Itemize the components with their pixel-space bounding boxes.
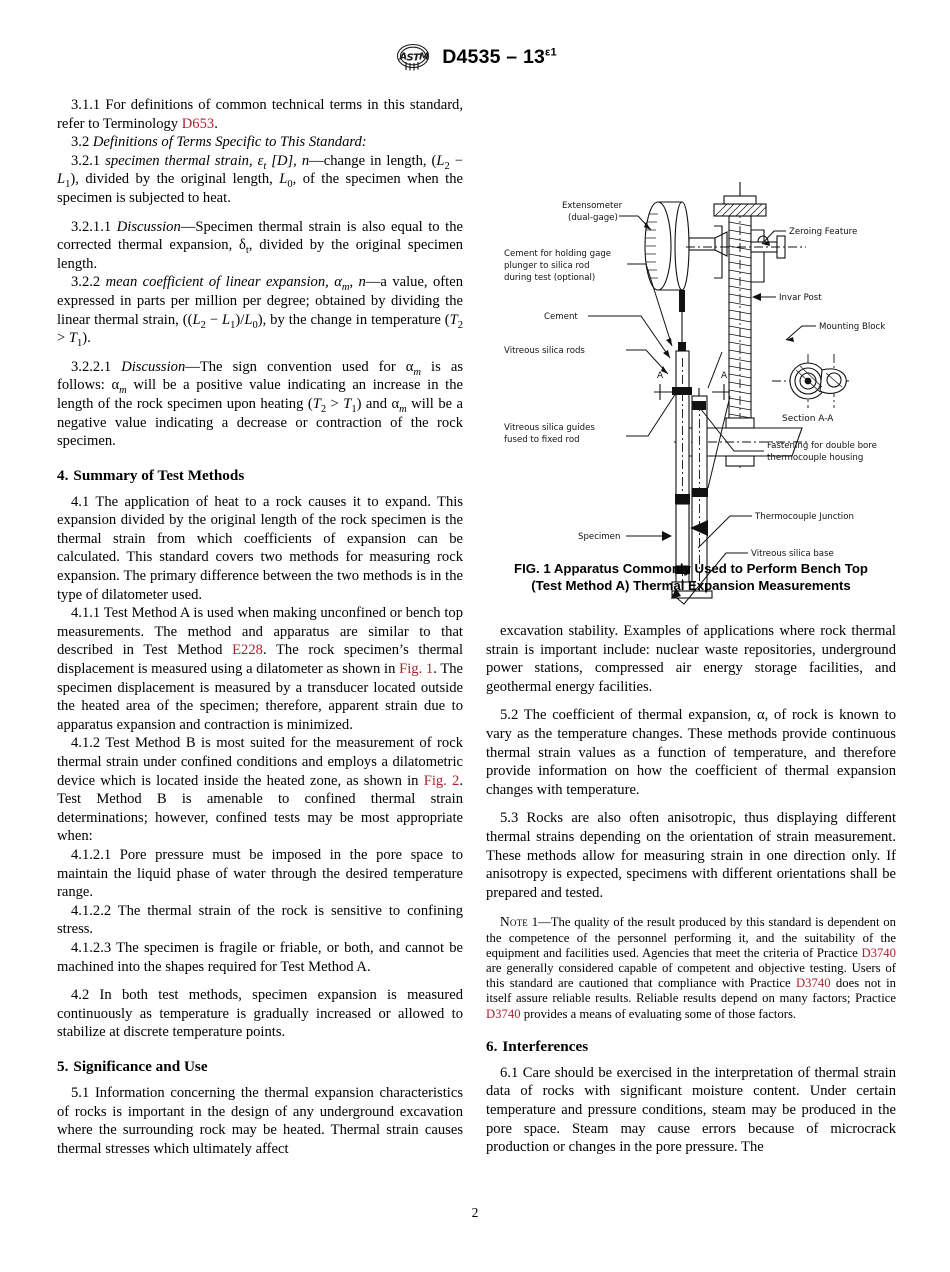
link-d3740-2: D3740 — [796, 976, 831, 991]
link-fig-2: Fig. 2 — [423, 772, 460, 789]
paragraph-4-1-2-2: 4.1.2.2 The thermal strain of the rock is sensitive to confining stress. — [57, 902, 463, 938]
standard-designation: $D4535 - 13^{\varepsilon 1}$ — [442, 45, 557, 68]
label-specimen: Specimen — [578, 532, 621, 542]
paragraph-5-1: 5.1 Information concerning the thermal expansion characteristics of rocks is important in the design of any underground excavation where the surrounding rock may be heated. Thermal strain causes thermal stresses which ultimately affect — [57, 1084, 463, 1157]
paragraph-4-1-2-1: 4.1.2.1 Pore pressure must be imposed in the pore space to maintain the liquid phase of water through the desired temperature range. — [57, 846, 463, 901]
left-text-column — [57, 96, 463, 1158]
gage-plunger — [678, 290, 686, 351]
label-fastening-line1: Fastening for double bore — [767, 441, 877, 451]
paragraph-3-2-1-1: 3.2.1.1 Discussion—Specimen thermal strain is also equal to the corrected thermal expansion, $\delta_t$, divided by the original specimen length. — [57, 218, 464, 272]
label-silica-guides — [504, 393, 676, 445]
label-silica-rods: Vitreous silica rods — [504, 346, 585, 356]
paragraph-3-2-2: 3.2.2 mean coefficient of linear expansion, $\alpha_m$, n—a value, often expressed in parts per million per degree; obtained by dividing the linear thermal strain, $((L_2 - L_1)/L_0)$, by the change in temperature $(T_2 > T_1)$. — [57, 274, 464, 350]
label-section-aa: Section A-A — [782, 414, 834, 424]
paragraph-6-1: 6.1 Care should be exercised in the interpretation of thermal strain data of rocks with significant moisture content. Under certain temperature and pressure conditions, steam may be produced in the pore space. Steam may cause errors because of microcrack production or changes in the pore pressure. The — [486, 1064, 896, 1156]
label-thermocouple-junction — [698, 512, 854, 548]
label-vitreous-silica-rods — [504, 346, 668, 374]
heading-number: 6. — [486, 1037, 498, 1055]
svg-text:S: S — [406, 52, 414, 64]
figure-1 — [486, 96, 896, 594]
heading-title: Summary of Test Methods — [73, 466, 245, 484]
page-header — [0, 42, 950, 72]
label-guides-line1: Vitreous silica guides — [504, 423, 595, 433]
link-d3740-3: D3740 — [486, 1006, 521, 1021]
link-d653: D653 — [181, 115, 215, 132]
gage-arm — [689, 232, 727, 256]
right-text-column — [486, 622, 896, 1157]
label-invar-post: Invar Post — [779, 293, 822, 303]
paragraph-4-2: 4.2 In both test methods, specimen expansion is measured continuously as temperature is gradually increased or allowed to stabilize at discrete temperature points. — [57, 987, 463, 1041]
label-thermocouple-junction: Thermocouple Junction — [755, 512, 854, 522]
paragraph-4-1: 4.1 The application of heat to a rock causes it to expand. This expansion divided by the original length of the rock specimen is the thermal strain from which coefficients of expansion can be calculated. This standard covers two methods for measuring rock expansion. The primary difference between the two methods is in the type of dilatometer used. — [57, 493, 463, 603]
section-mark-right: A — [721, 371, 728, 381]
label-extensometer-line2: (dual-gage) — [568, 213, 618, 223]
heading-section-4 — [57, 466, 463, 485]
link-d3740-1: D3740 — [861, 945, 896, 960]
label-guides-line2: fused to fixed rod — [504, 435, 580, 445]
label-cement-plunger-line1: Cement for holding gage — [504, 249, 612, 259]
heading-title: Interferences — [502, 1037, 589, 1055]
figure-caption-line-1: FIG. 1 Apparatus Commonly Used to Perform Bench Top (Test — [514, 561, 868, 593]
svg-text:A: A — [399, 51, 408, 63]
note-1: Note 1—The quality of the result produced by this standard is dependent on the competence of the personnel performing it, and the suitability of the equipment and facilities used. Agencies that meet the criteria of Practice D3740 are generally considered capable of competent and objective testing. Users of this standard are cautioned that compliance with Practice D3740 does not in itself assure reliable results. Reliable results depend on many factors; Practice D3740 provides a means of evaluating some of those factors. — [486, 914, 896, 1021]
label-silica-base: Vitreous silica base — [751, 549, 834, 559]
astm-logo-icon — [393, 42, 433, 72]
heading-section-6 — [486, 1037, 896, 1056]
section-mark-left: A — [657, 371, 664, 381]
paragraph-4-1-1: 4.1.1 Test Method A is used when making unconfined or bench top measurements. The method and apparatus are similar to that described in Test Method E228. The rock specimen’s thermal displacement is measured using a dilatometer as shown in Fig. 1. The specimen displacement is measured by a transducer located outside the heated area of the specimen; therefore, apparent strain due to apparatus expansion and contraction is minimized. — [57, 605, 464, 733]
link-e228: E228 — [232, 642, 263, 659]
label-mounting-block: Mounting Block — [819, 322, 886, 332]
label-extensometer-line1: Extensometer — [562, 201, 623, 211]
paragraph-4-1-2: 4.1.2 Test Method B is most suited for the measurement of rock thermal strain under confined conditions and employs a dilatometric device which is located inside the heated zone, as shown in Fig. 2. Test Method B is amenable to confined thermal strain determinations; however, confined tests may be most appropriate when: — [57, 735, 463, 845]
link-fig-1: Fig. 1 — [399, 661, 434, 678]
heading-title: Significance and Use — [73, 1057, 208, 1075]
paragraph-5-3: 5.3 Rocks are also often anisotropic, thus displaying different thermal strains depending on the orientation of strain measurement. These methods allow for measuring strain in one direction only. If anisotropy is expected, specimens with different orientations shall be prepared and tested. — [486, 810, 896, 901]
label-invar-post — [752, 293, 822, 303]
paragraph-5-2: 5.2 The coefficient of thermal expansion, α, of rock is known to vary as the temperature changes. These methods provide continuous thermal strain values as a function of temperature, and therefore provide information on how the coefficient of thermal expansion changes with temperature. — [486, 707, 896, 798]
figure-caption — [486, 560, 896, 594]
label-cement-plunger-line2: plunger to silica rod — [504, 261, 590, 271]
page-number: 2 — [471, 1205, 479, 1220]
heading-section-5 — [57, 1057, 463, 1076]
paragraph-4-1-2-3: 4.1.2.3 The specimen is fragile or friable, or both, and cannot be machined into the shapes required for Test Method A. — [57, 939, 463, 975]
label-cement-plunger-line3: during test (optional) — [504, 273, 596, 283]
paragraph-5-1-continued: excavation stability. Examples of applications where rock thermal strain is important include: nuclear waste repositories, underground power stations, compressed air energy storage facilities, and geothermal energy facilities. — [486, 623, 896, 695]
label-mounting-block — [786, 322, 885, 342]
paragraph-3-2: 3.2 Definitions of Terms Specific to This Standard: — [71, 134, 367, 151]
right-column — [486, 96, 896, 1157]
post-top-nut — [714, 182, 766, 216]
heading-number: 4. — [57, 466, 69, 484]
paragraph-3-2-1: 3.2.1 specimen thermal strain, $\varepsilon_t$ [D], n—change in length, $(L_2 - L_1)$, divided by the original length, $L_0$, of the specimen when the specimen is subjected to heat. — [57, 152, 463, 206]
label-fastening-line2: thermocouple housing — [767, 453, 864, 463]
figure-caption-line-2: Method A) Thermal Expansion Measurements — [565, 578, 851, 593]
extensometer-dial — [645, 202, 689, 290]
section-aa-detail — [772, 354, 852, 408]
paragraph-3-1-1: 3.1.1 For definitions of common technical terms in this standard, refer to Terminology D653. — [57, 97, 463, 132]
paragraph-3-2-2-1: 3.2.2.1 Discussion—The sign convention used for $\alpha_m$ is as follows: $\alpha_m$ will be a positive value indicating an increase in the length of the rock specimen upon heating $(T_2 > T_1)$ and $\alpha_m$ will be a negative value indicating a decrease or contraction of the rock specimen. — [57, 358, 464, 450]
label-specimen — [578, 531, 672, 542]
label-extensometer — [562, 201, 651, 230]
svg-text:T: T — [413, 52, 421, 64]
svg-text:M: M — [419, 51, 430, 63]
label-zeroing-feature: Zeroing Feature — [789, 227, 858, 237]
label-cement: Cement — [544, 312, 578, 322]
heading-number: 5. — [57, 1057, 69, 1075]
